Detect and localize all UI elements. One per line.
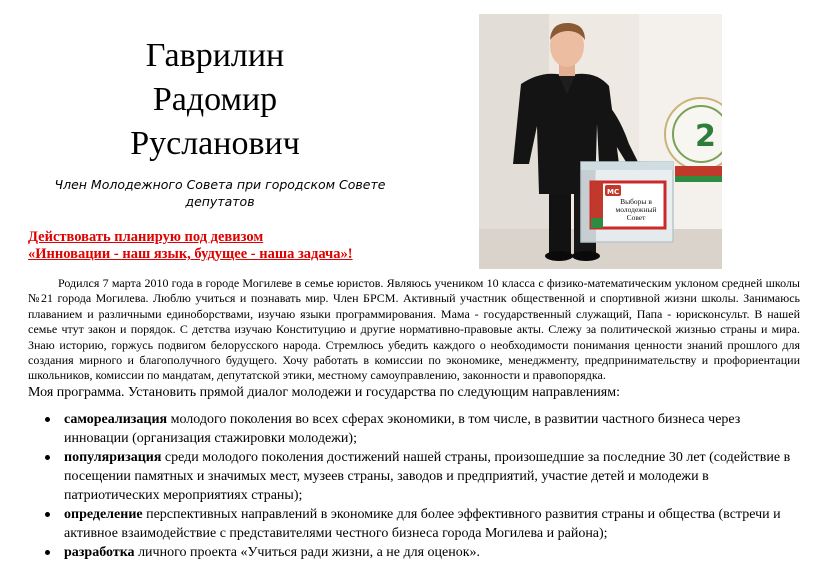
list-item bbox=[28, 410, 798, 448]
bullet-icon bbox=[45, 512, 50, 517]
bullet-icon bbox=[45, 417, 50, 422]
name-line-surname: Гаврилин bbox=[145, 37, 285, 74]
program-item-keyword: определение bbox=[64, 507, 143, 522]
biography: Родился 7 марта 2010 года в городе Могилеве в семье юристов. Являюсь учеником 10 класса с физико-математическим уклоном средней школы №21 города Могилева. Люблю учиться и познавать мир. Член БРСМ. Активный участник общественной и спортивной жизни школы. Занимаюсь плаванием и различными единоборствами, изучаю языки программирования. Мама - государственный служащий, Папа - юрисконсульт. В нашей семье чтут закон и порядок. С детства изучаю Конституцию и другие нормативно-правовые акты. Слежу за политической жизнью страны и мира. Знаю историю, горжусь подвигом белорусского народа. Стремлюсь убедить каждого о необходимости понимания ценности знаний прошлого для создания мирного и благополучного будущего. Хочу работать в комиссии по экономике, менеджменту, предпринимательству и профориентации школьников, комиссии по мандатам, депутатской этики, местному самоуправлению, законности и правопорядка. bbox=[28, 276, 800, 383]
emblem-number: 2 bbox=[695, 119, 716, 154]
program-item-text: среди молодого поколения достижений нашей страны, произошедшие за последние 30 лет (содействие в посещении памятных и значимых мест, музеев страны, заводов и предприятий, участие детей и молодежи в патриотических мероприятиях страны); bbox=[64, 450, 791, 503]
program-item-text: молодого поколения во всех сферах экономики, в том числе, в развитии частного бизнеса через инновации (организация стажировки молодежи); bbox=[64, 412, 741, 446]
bullet-icon bbox=[45, 550, 50, 555]
program-item-text: личного проекта «Учиться ради жизни, а не для оценок». bbox=[134, 545, 481, 560]
ballot-badge: МС bbox=[607, 188, 620, 196]
program-item-keyword: разработка bbox=[64, 545, 135, 560]
motto bbox=[28, 229, 428, 263]
program-intro: Моя программа. Установить прямой диалог молодежи и государства по следующим направлениям: bbox=[28, 385, 620, 400]
list-item bbox=[28, 505, 798, 543]
program-item-text: перспективных направлений в экономике для более эффективного развития страны и общества (встречи и активное взаимодействие с представителями честного бизнеса города Могилева и района); bbox=[64, 507, 781, 541]
candidate-name bbox=[100, 34, 330, 166]
motto-line-1: Действовать планирую под девизом bbox=[28, 229, 264, 245]
program-item-keyword: самореализация bbox=[64, 412, 168, 427]
bullet-icon bbox=[45, 455, 50, 460]
program-list bbox=[28, 410, 798, 562]
candidate-role: Член Молодежного Совета при городском Совете депутатов bbox=[54, 177, 386, 209]
program-item-keyword: популяризация bbox=[64, 450, 162, 465]
name-line-patronymic: Русланович bbox=[130, 125, 300, 162]
list-item bbox=[28, 543, 798, 562]
list-item bbox=[28, 448, 798, 505]
candidate-photo bbox=[479, 14, 722, 269]
ballot-label: Выборы в молодежный Совет bbox=[615, 198, 657, 222]
motto-line-2: «Инновации - наш язык, будущее - наша задача»! bbox=[28, 246, 353, 262]
name-line-first: Радомир bbox=[152, 81, 278, 118]
